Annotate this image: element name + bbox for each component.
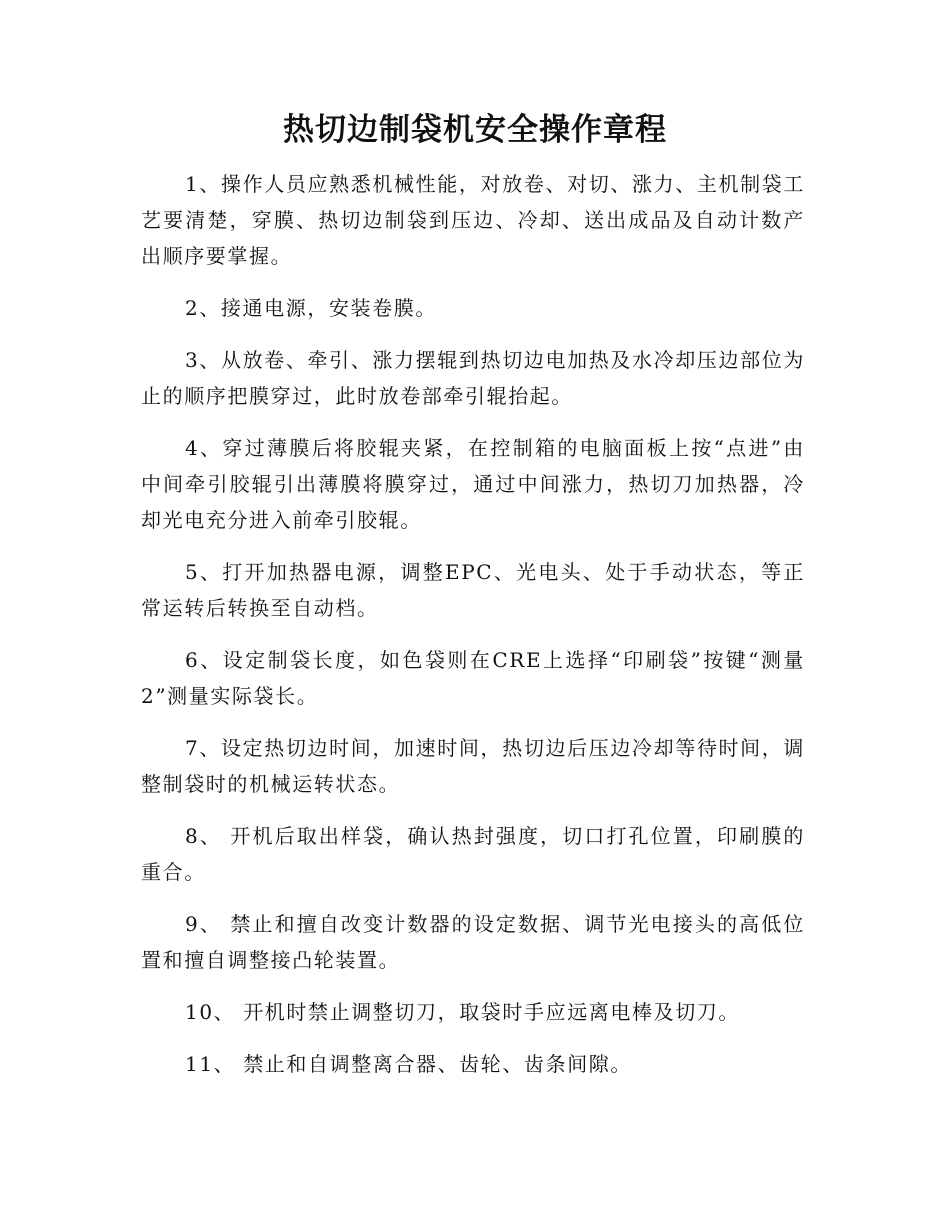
paragraph-10: 10、 开机时禁止调整切刀，取袋时手应远离电棒及切刀。: [185, 1000, 741, 1024]
paragraph-2: 2、接通电源，安装卷膜。: [185, 296, 437, 320]
paragraph-6: 6、设定制袋长度，如色袋则在CRE上选择“印刷袋”按键“测量2”测量实际袋长。: [141, 648, 805, 708]
paragraph-1: 1、操作人员应熟悉机械性能，对放卷、对切、涨力、主机制袋工艺要清楚，穿膜、热切边制袋到压边、冷却、送出成品及自动计数产出顺序要掌握。: [141, 172, 805, 268]
paragraph-11: 11、 禁止和自调整离合器、齿轮、齿条间隙。: [185, 1052, 633, 1076]
paragraph-5: 5、打开加热器电源，调整EPC、光电头、处于手动状态，等正常运转后转换至自动档。: [141, 560, 805, 620]
paragraph-3: 3、从放卷、牵引、涨力摆辊到热切边电加热及水冷却压边部位为止的顺序把膜穿过，此时放卷部牵引辊抬起。: [141, 348, 805, 408]
paragraph-9: 9、 禁止和擅自改变计数器的设定数据、调节光电接头的高低位置和擅自调整接凸轮装置。: [141, 912, 805, 972]
document-body: [141, 166, 805, 1098]
paragraph-4: 4、穿过薄膜后将胶辊夹紧，在控制箱的电脑面板上按“点进”由中间牵引胶辊引出薄膜将膜穿过，通过中间涨力，热切刀加热器，冷却光电充分进入前牵引胶辊。: [141, 436, 805, 532]
paragraph-7: 7、设定热切边时间，加速时间，热切边后压边冷却等待时间，调整制袋时的机械运转状态。: [141, 736, 805, 796]
document-title: 热切边制袋机安全操作章程: [283, 112, 667, 148]
paragraph-8: 8、 开机后取出样袋，确认热封强度，切口打孔位置，印刷膜的重合。: [141, 824, 805, 884]
